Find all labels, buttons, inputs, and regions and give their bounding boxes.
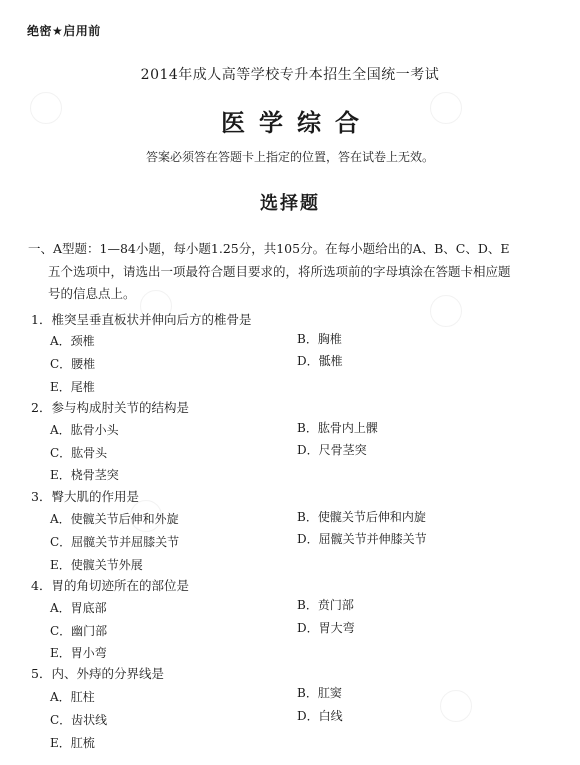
option-a: A．使髋关节后伸和外旋 xyxy=(50,512,179,526)
option-c: C．幽门部 xyxy=(50,624,108,638)
option-b: B．使髋关节后伸和内旋 xyxy=(297,510,426,524)
section-instructions xyxy=(28,238,558,306)
secret-label: 绝密★启用前 xyxy=(27,24,101,38)
option-e: E．肛梳 xyxy=(50,736,95,750)
instruction-line: 五个选项中，请选出一项最符合题目要求的，将所选项前的字母填涂在答题卡相应题 xyxy=(48,263,511,279)
section-title: 选择题 xyxy=(260,193,320,214)
option-d: D．胃大弯 xyxy=(297,621,355,635)
option-b: B．肛窦 xyxy=(297,686,342,700)
question-stem: 4．胃的角切迹所在的部位是 xyxy=(31,578,189,593)
option-c: C．肱骨头 xyxy=(50,446,108,460)
option-e: E．尾椎 xyxy=(50,380,95,394)
option-e: E．胃小弯 xyxy=(50,646,107,660)
instruction-line: 号的信息点上。 xyxy=(48,286,136,301)
subject-title: 医学综合 xyxy=(221,108,373,137)
option-c: C．齿状线 xyxy=(50,713,108,727)
option-d: D．尺骨茎突 xyxy=(297,443,367,457)
option-a: A．肱骨小头 xyxy=(50,423,119,437)
question-stem: 5．内、外痔的分界线是 xyxy=(31,666,164,681)
option-a: A．颈椎 xyxy=(50,334,95,348)
option-c: C．屈髋关节并屈膝关节 xyxy=(50,535,180,549)
question-stem: 3．臀大肌的作用是 xyxy=(31,489,139,504)
option-d: D．骶椎 xyxy=(297,354,343,368)
watermark-mark xyxy=(440,690,472,722)
answer-notice: 答案必须答在答题卡上指定的位置，答在试卷上无效。 xyxy=(145,150,434,164)
option-e: E．使髋关节外展 xyxy=(50,558,143,572)
option-d: D．白线 xyxy=(297,709,343,723)
option-c: C．腰椎 xyxy=(50,357,96,371)
question-stem: 1．椎突呈垂直板状并伸向后方的椎骨是 xyxy=(31,312,252,327)
exam-title: 2014年成人高等学校专升本招生全国统一考试 xyxy=(140,67,440,83)
option-b: B．贲门部 xyxy=(297,598,354,612)
question-stem: 2．参与构成肘关节的结构是 xyxy=(31,400,189,415)
option-e: E．桡骨茎突 xyxy=(50,468,119,482)
option-a: A．肛柱 xyxy=(50,690,95,704)
option-a: A．胃底部 xyxy=(50,601,107,615)
instruction-line: 一、A型题：1—84小题，每小题1.25分，共105分。在每小题给出的A、B、C、D、E xyxy=(28,241,510,256)
option-d: D．屈髋关节并伸膝关节 xyxy=(297,532,427,546)
option-b: B．肱骨内上髁 xyxy=(297,421,378,435)
option-b: B．胸椎 xyxy=(297,332,342,346)
